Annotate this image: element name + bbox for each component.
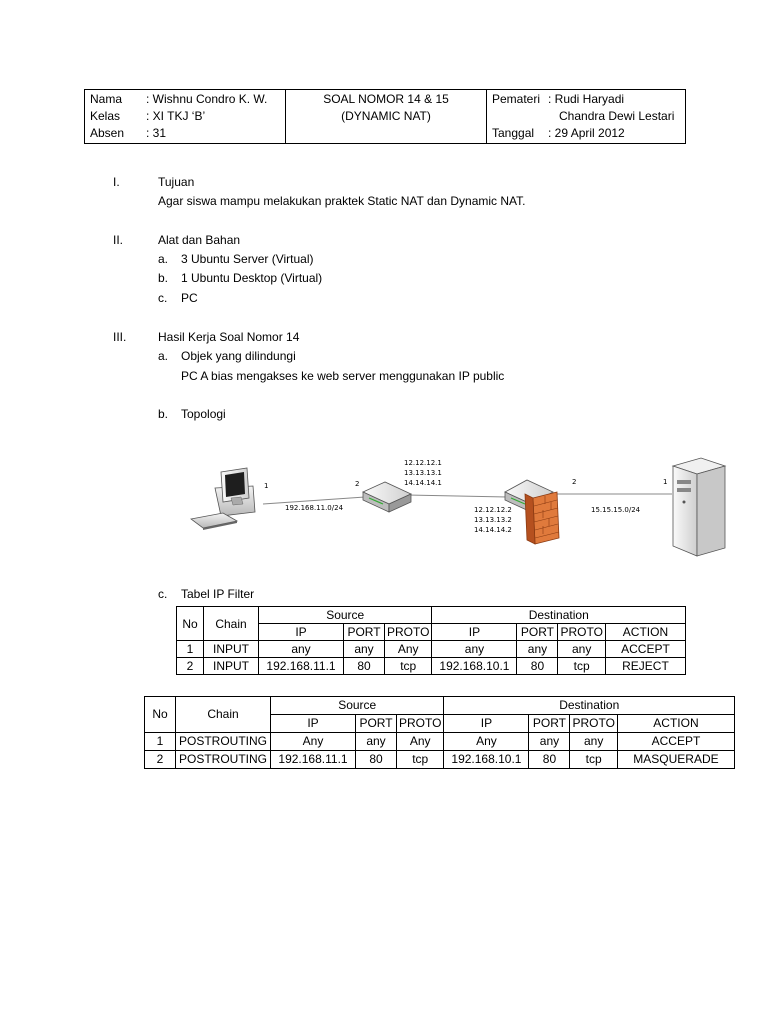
router1-ip-label: 12.12.12.1 xyxy=(404,459,442,467)
table-cell: ACCEPT xyxy=(605,641,685,658)
pemateri-value-2: Chandra Dewi Lestari xyxy=(559,109,675,123)
table-cell: POSTROUTING xyxy=(176,751,271,769)
col-destination-header: Destination xyxy=(432,607,686,624)
pemateri-value-1: : Rudi Haryadi xyxy=(548,92,625,106)
section-1-text: Agar siswa mampu melakukan praktek Static NAT dan Dynamic NAT. xyxy=(158,194,526,208)
col-no-header: No xyxy=(177,607,204,641)
soal-title: SOAL NOMOR 14 & 15 xyxy=(323,92,449,106)
sub-a-text: PC A bias mengakses ke web server menggunakan IP public xyxy=(181,369,505,383)
col-proto-header: PROTO xyxy=(558,624,605,641)
router1-port-label: 2 xyxy=(355,480,360,488)
section-3-number: III. xyxy=(113,330,127,344)
col-action-header: ACTION xyxy=(605,624,685,641)
table-row xyxy=(177,641,686,658)
section-1-number: I. xyxy=(113,175,120,189)
col-port-header: PORT xyxy=(344,624,385,641)
soal-subtitle: (DYNAMIC NAT) xyxy=(341,109,431,123)
table-cell: POSTROUTING xyxy=(176,733,271,751)
table-cell: 192.168.10.1 xyxy=(444,751,529,769)
col-port-header: PORT xyxy=(356,715,397,733)
sub-b-title: Topologi xyxy=(181,407,226,421)
table-cell: Any xyxy=(271,733,356,751)
table-cell: any xyxy=(432,641,517,658)
pemateri-cell xyxy=(487,90,686,144)
table-cell: MASQUERADE xyxy=(617,751,734,769)
table-cell: tcp xyxy=(397,751,444,769)
sub-a-title: Objek yang dilindungi xyxy=(181,349,296,363)
nama-value: : Wishnu Condro K. W. xyxy=(146,92,268,106)
section-1-title: Tujuan xyxy=(158,175,195,189)
table-cell: REJECT xyxy=(605,658,685,675)
table-cell: 192.168.10.1 xyxy=(432,658,517,675)
table-cell: 80 xyxy=(356,751,397,769)
kelas-value: : XI TKJ ‘B’ xyxy=(146,109,206,123)
router2-port-label: 2 xyxy=(572,478,577,486)
col-ip-header: IP xyxy=(444,715,529,733)
section-3-title: Hasil Kerja Soal Nomor 14 xyxy=(158,330,300,344)
list-item: 3 Ubuntu Server (Virtual) xyxy=(181,252,314,266)
table-cell: any xyxy=(356,733,397,751)
table-cell: any xyxy=(517,641,558,658)
table-cell: any xyxy=(529,733,570,751)
list-item-letter: c. xyxy=(158,291,168,305)
table-cell: Any xyxy=(385,641,432,658)
right-network-label: 15.15.15.0/24 xyxy=(591,506,641,514)
sub-c-letter: c. xyxy=(158,587,168,601)
table-cell: 80 xyxy=(344,658,385,675)
router2-ip-label: 13.13.13.2 xyxy=(474,516,512,524)
list-item: PC xyxy=(181,291,198,305)
topology-diagram xyxy=(185,452,730,562)
pc-icon xyxy=(191,468,255,530)
nama-label: Nama xyxy=(90,92,123,106)
table-cell: 2 xyxy=(145,751,176,769)
table-cell: tcp xyxy=(558,658,605,675)
pc-port-label: 1 xyxy=(264,482,269,490)
server-port-label: 1 xyxy=(663,478,668,486)
header-table xyxy=(84,89,686,144)
list-item: 1 Ubuntu Desktop (Virtual) xyxy=(181,271,323,285)
left-network-label: 192.168.11.0/24 xyxy=(285,504,344,512)
table-cell: any xyxy=(558,641,605,658)
tanggal-value: : 29 April 2012 xyxy=(548,126,625,140)
col-ip-header: IP xyxy=(432,624,517,641)
server-icon xyxy=(673,458,725,556)
router1-ip-label: 14.14.14.1 xyxy=(404,479,442,487)
list-item-letter: a. xyxy=(158,252,169,266)
col-destination-header: Destination xyxy=(444,697,735,715)
tanggal-label: Tanggal xyxy=(492,126,535,140)
sub-b-letter: b. xyxy=(158,407,169,421)
sub-c-title: Tabel IP Filter xyxy=(181,587,255,601)
table-cell: 192.168.11.1 xyxy=(271,751,356,769)
col-proto-header: PROTO xyxy=(397,715,444,733)
table-cell: 80 xyxy=(517,658,558,675)
col-port-header: PORT xyxy=(529,715,570,733)
col-no-header: No xyxy=(145,697,176,733)
table-cell: 2 xyxy=(177,658,204,675)
col-ip-header: IP xyxy=(271,715,356,733)
table-cell: any xyxy=(344,641,385,658)
soal-cell xyxy=(286,90,487,144)
col-ip-header: IP xyxy=(259,624,344,641)
link-pc-router1 xyxy=(263,497,365,504)
table-row xyxy=(177,658,686,675)
table-cell: Any xyxy=(397,733,444,751)
table-cell: any xyxy=(570,733,617,751)
router2-ip-label: 12.12.12.2 xyxy=(474,506,512,514)
table-cell: INPUT xyxy=(204,641,259,658)
table-cell: 1 xyxy=(177,641,204,658)
col-chain-header: Chain xyxy=(176,697,271,733)
table-cell: tcp xyxy=(570,751,617,769)
link-router1-router2 xyxy=(407,495,507,497)
pemateri-label: Pemateri xyxy=(492,92,541,106)
table-cell: 80 xyxy=(529,751,570,769)
table-cell: tcp xyxy=(385,658,432,675)
absen-label: Absen xyxy=(90,126,125,140)
router2-ip-label: 14.14.14.2 xyxy=(474,526,512,534)
student-info-cell xyxy=(85,90,286,144)
absen-value: : 31 xyxy=(146,126,167,140)
col-action-header: ACTION xyxy=(617,715,734,733)
table-cell: ACCEPT xyxy=(617,733,734,751)
sub-a-letter: a. xyxy=(158,349,169,363)
col-port-header: PORT xyxy=(517,624,558,641)
table-row xyxy=(145,751,735,769)
table-cell: 192.168.11.1 xyxy=(259,658,344,675)
section-2-title: Alat dan Bahan xyxy=(158,233,241,247)
router-firewall-icon xyxy=(505,480,559,544)
kelas-label: Kelas xyxy=(90,109,121,123)
ip-filter-table xyxy=(176,606,686,675)
router1-ip-label: 13.13.13.1 xyxy=(404,469,442,477)
table-row xyxy=(145,733,735,751)
table-cell: INPUT xyxy=(204,658,259,675)
col-chain-header: Chain xyxy=(204,607,259,641)
table-cell: Any xyxy=(444,733,529,751)
table-cell: any xyxy=(259,641,344,658)
table-cell: 1 xyxy=(145,733,176,751)
col-source-header: Source xyxy=(259,607,432,624)
col-proto-header: PROTO xyxy=(385,624,432,641)
nat-table xyxy=(144,696,735,769)
col-source-header: Source xyxy=(271,697,444,715)
col-proto-header: PROTO xyxy=(570,715,617,733)
section-2-number: II. xyxy=(113,233,124,247)
list-item-letter: b. xyxy=(158,271,169,285)
